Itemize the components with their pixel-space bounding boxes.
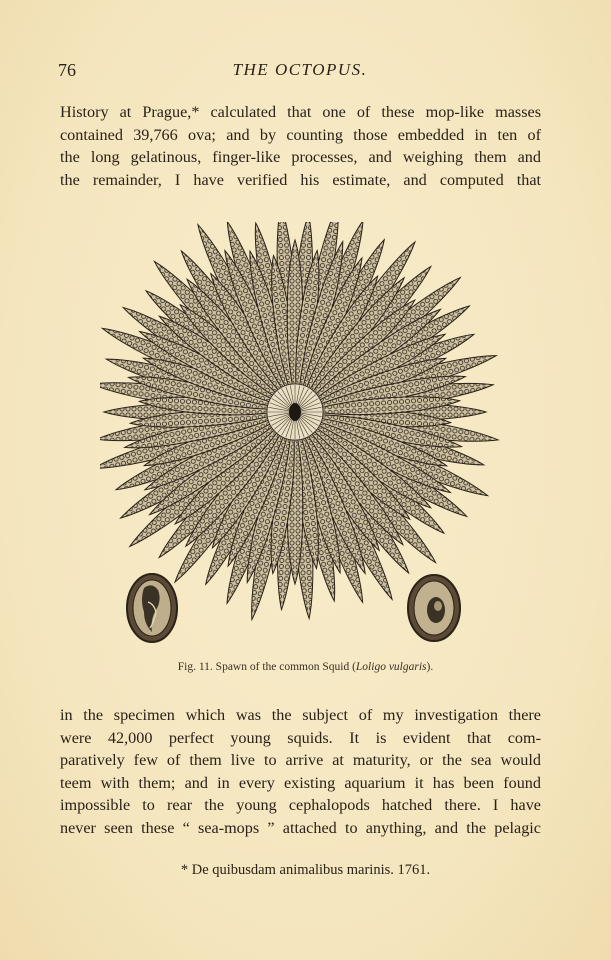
- squid-spawn-illustration: [100, 222, 510, 652]
- caption-species: Loligo vulgaris: [355, 661, 427, 673]
- text-line: the long gelatinous, finger-like processes, and weighing them and: [60, 148, 541, 167]
- running-title: THE OCTOPUS.: [232, 60, 368, 79]
- paragraph-bottom: [60, 704, 541, 840]
- footnote: * De quibusdam animalibus marinis. 1761.: [180, 862, 431, 878]
- text-line: teem with them; and in every existing aquarium it has been found: [60, 773, 541, 792]
- figure-caption: [0, 661, 611, 673]
- text-line: contained 39,766 ova; and by counting those embedded in ten of: [60, 125, 541, 144]
- text-line: were 42,000 perfect young squids. It is evident that com-: [60, 728, 541, 747]
- text-line: the remainder, I have verified his estimate, and computed that: [60, 170, 541, 189]
- egg-capsule-left: [127, 574, 177, 642]
- page-header: [58, 60, 542, 84]
- paragraph-top: [60, 101, 541, 191]
- spawn-mass: [100, 222, 499, 621]
- page-number: 76: [58, 60, 76, 80]
- spawn-core: [289, 403, 301, 421]
- caption-label: Fig. 11. Spawn of the common Squid (: [177, 661, 356, 673]
- text-line: in the specimen which was the subject of my investigation there: [60, 706, 541, 724]
- text-line: History at Prague,* calculated that one of these mop-like masses: [60, 103, 541, 121]
- text-line: never seen these “ sea-mops ” attached to anything, and the pelagic: [60, 818, 541, 837]
- text-line: impossible to rear the young cephalopods hatched there. I have: [60, 796, 541, 815]
- egg-capsule-right: [408, 575, 460, 641]
- text-line: paratively few of them live to arrive at maturity, or the sea would: [60, 751, 541, 770]
- caption-end: ).: [426, 661, 434, 673]
